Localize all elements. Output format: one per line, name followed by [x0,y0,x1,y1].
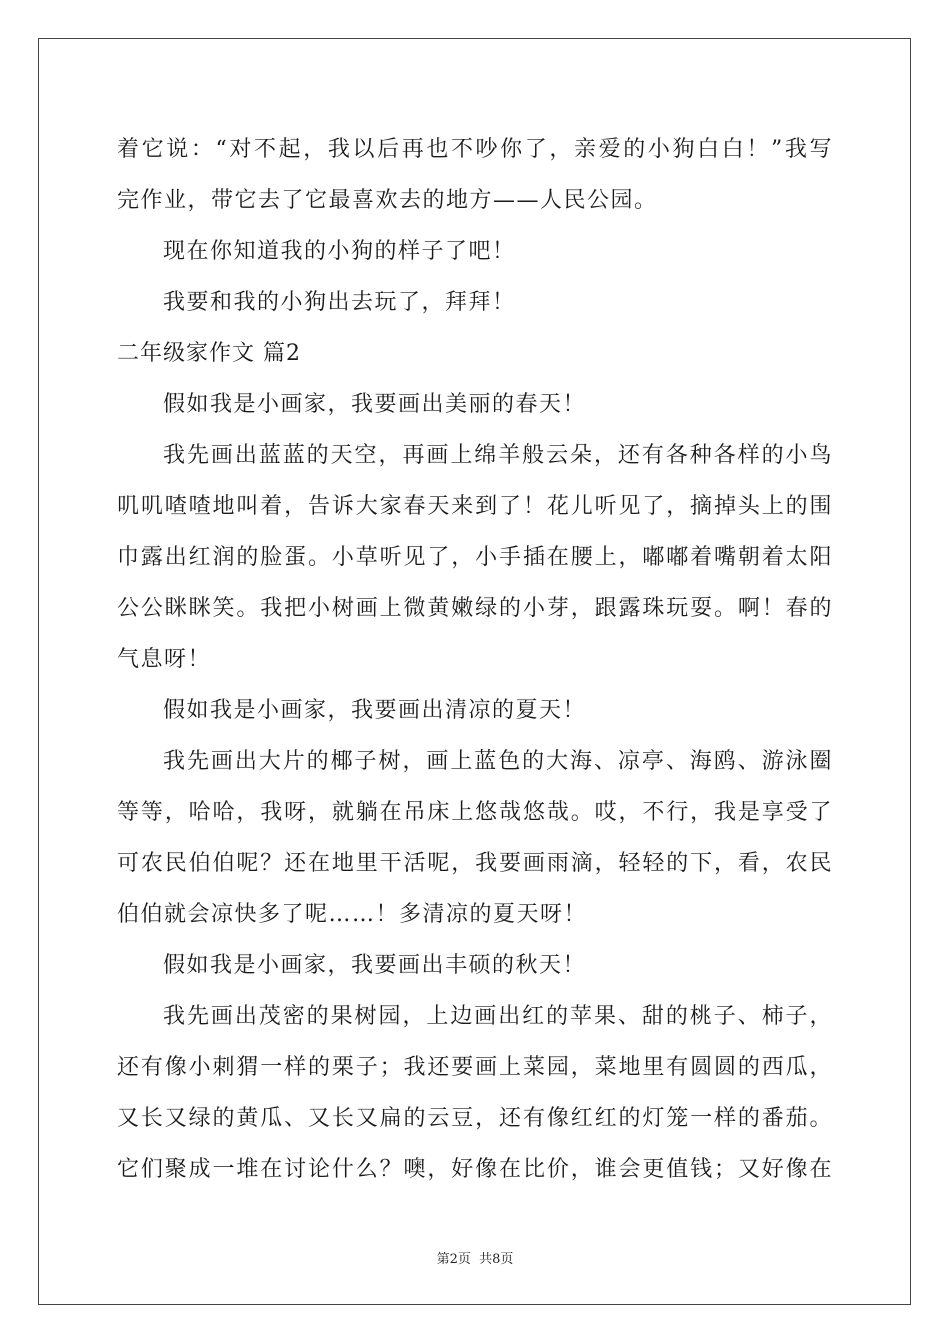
paragraph-line: 公公眯眯笑。我把小树画上微黄嫩绿的小芽，跟露珠玩耍。啊！春的 [117,596,833,621]
page-number: 第2页 [436,1252,471,1267]
paragraph-line: 又长又绿的黄瓜、又长又扁的云豆，还有像红红的灯笼一样的番茄。 [117,1106,833,1131]
paragraph-line: 叽叽喳喳地叫着，告诉大家春天来到了！花儿听见了，摘掉头上的围 [117,494,833,519]
paragraph-line: 可农民伯伯呢？还在地里干活呢，我要画雨滴，轻轻的下，看，农民 [117,851,833,876]
paragraph-line: 假如我是小画家，我要画出美丽的春天！ [163,392,587,417]
paragraph-line: 它们聚成一堆在讨论什么？噢，好像在比价，谁会更值钱；又好像在 [117,1157,833,1182]
paragraph-line: 还有像小刺猬一样的栗子；我还要画上菜园，菜地里有圆圆的西瓜， [117,1055,833,1080]
paragraph-line: 着它说：“对不起，我以后再也不吵你了，亲爱的小狗白白！”我写 [117,137,833,162]
section-heading: 二年级家作文 篇2 [117,341,301,366]
paragraph-line: 现在你知道我的小狗的样子了吧！ [163,239,516,264]
paragraph-line: 等等，哈哈，我呀，就躺在吊床上悠哉悠哉。哎，不行，我是享受了 [117,800,833,825]
page-footer [0,1248,950,1267]
document-body [117,124,833,1195]
paragraph-line: 气息呀！ [117,647,212,672]
paragraph-line: 我先画出蓝蓝的天空，再画上绵羊般云朵，还有各种各样的小鸟 [163,443,833,468]
paragraph-line: 我要和我的小狗出去玩了，拜拜！ [163,290,516,315]
paragraph-line: 完作业，带它去了它最喜欢去的地方——人民公园。 [117,188,658,213]
total-pages: 共8页 [479,1252,514,1267]
paragraph-line: 巾露出红润的脸蛋。小草听见了，小手插在腰上，嘟嘟着嘴朝着太阳 [117,545,833,570]
paragraph-line: 假如我是小画家，我要画出丰硕的秋天！ [163,953,587,978]
paragraph-line: 我先画出大片的椰子树，画上蓝色的大海、凉亭、海鸥、游泳圈 [163,749,833,774]
paragraph-line: 我先画出茂密的果树园，上边画出红的苹果、甜的桃子、柿子， [163,1004,833,1029]
paragraph-line: 假如我是小画家，我要画出清凉的夏天！ [163,698,587,723]
paragraph-line: 伯伯就会凉快多了呢……！多清凉的夏天呀！ [117,902,588,927]
